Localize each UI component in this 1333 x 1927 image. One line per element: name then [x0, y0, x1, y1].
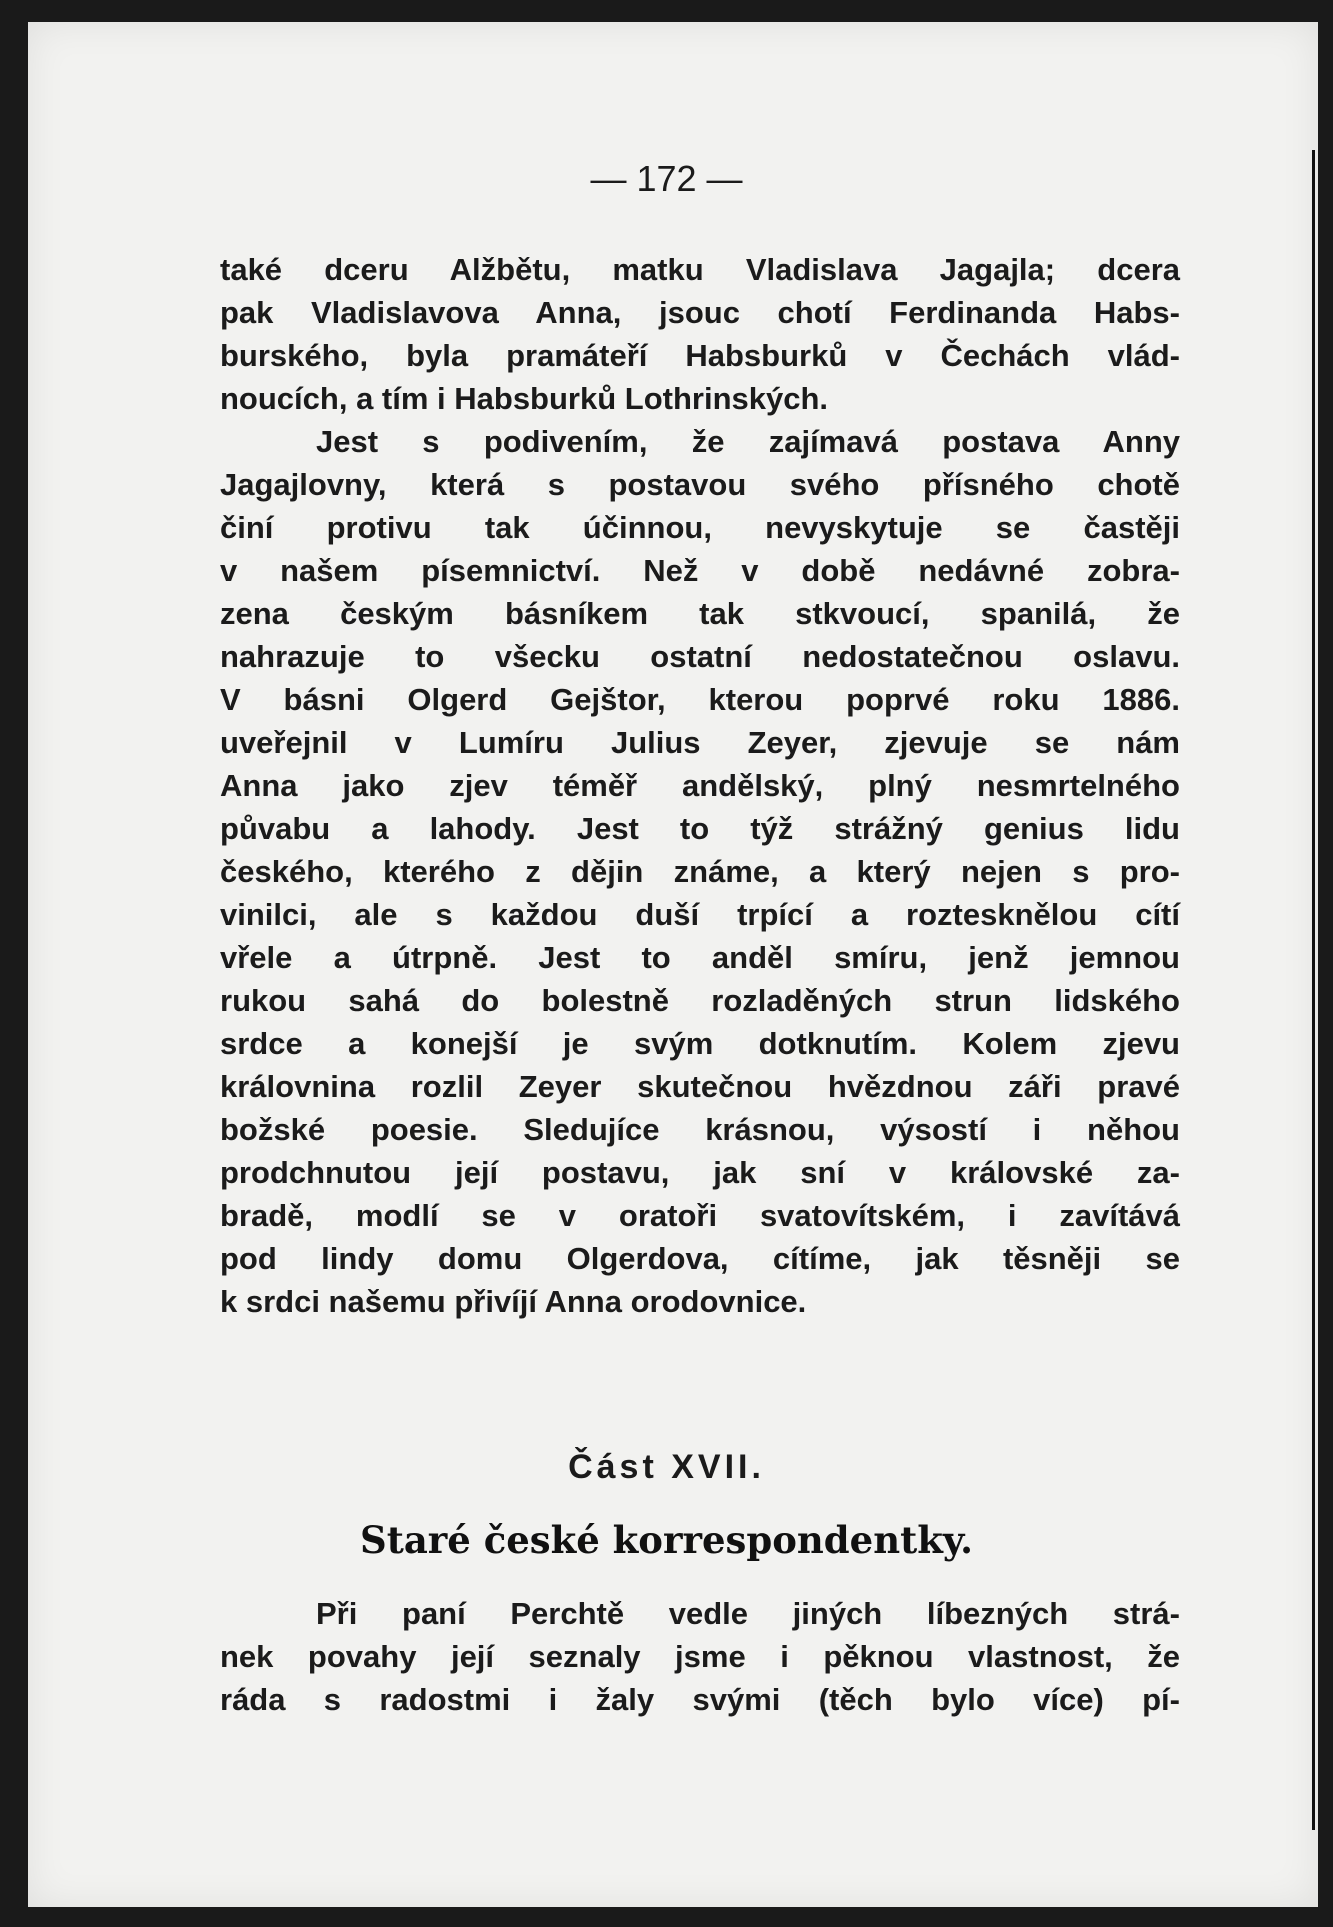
- text-line: noucích, a tím i Habsburků Lothrinských.: [220, 381, 829, 416]
- text-line: vřele a útrpně. Jest to anděl smíru, jenž jemnou: [220, 940, 1180, 975]
- text-line: také dceru Alžbětu, matku Vladislava Jagajla; dcera: [220, 252, 1180, 287]
- text-line: vinilci, ale s každou duší trpící a roztesknělou cítí: [220, 897, 1180, 932]
- text-line: V básni Olgerd Gejštor, kterou poprvé roku 1886.: [220, 682, 1180, 717]
- page-number: — 172 —: [590, 158, 743, 199]
- text-line: Jagajlovny, která s postavou svého přísného chotě: [220, 467, 1180, 502]
- text-line: zena českým básníkem tak stkvoucí, spanilá, že: [220, 596, 1180, 631]
- text-line: uveřejnil v Lumíru Julius Zeyer, zjevuje se nám: [220, 725, 1180, 760]
- text-line: Při paní Perchtě vedle jiných líbezných strá-: [316, 1596, 1180, 1631]
- text-line: burského, byla pramáteří Habsburků v Čechách vlád-: [220, 338, 1180, 373]
- text-line: Anna jako zjev téměř andělský, plný nesmrtelného: [220, 768, 1180, 803]
- text-line: činí protivu tak účinnou, nevyskytuje se častěji: [220, 510, 1180, 545]
- text-line: ráda s radostmi i žaly svými (těch bylo více) pí-: [220, 1682, 1180, 1717]
- text-line: k srdci našemu přivíjí Anna orodovnice.: [220, 1284, 807, 1319]
- paragraph-3: [220, 1592, 1180, 1721]
- text-line: rukou sahá do bolestně rozladěných strun lidského: [220, 983, 1180, 1018]
- text-line: nahrazuje to všecku ostatní nedostatečnou oslavu.: [220, 639, 1180, 674]
- text-line: Jest s podivením, že zajímavá postava Anny: [316, 424, 1180, 459]
- text-line: prodchnutou její postavu, jak sní v královské za-: [220, 1155, 1180, 1190]
- text-line: královnina rozlil Zeyer skutečnou hvězdnou záři pravé: [220, 1069, 1180, 1104]
- text-line: nek povahy její seznaly jsme i pěknou vlastnost, že: [220, 1639, 1180, 1674]
- page-edge: [1312, 150, 1315, 1830]
- text-line: božské poesie. Sledujíce krásnou, výsostí i něhou: [220, 1112, 1180, 1147]
- text-line: českého, kterého z dějin známe, a který nejen s pro-: [220, 854, 1180, 889]
- text-line: pod lindy domu Olgerdova, cítíme, jak těsněji se: [220, 1241, 1180, 1276]
- section-title: Staré české korrespondentky.: [360, 1518, 973, 1562]
- part-heading: Část XVII.: [568, 1448, 765, 1486]
- text-line: půvabu a lahody. Jest to týž strážný genius lidu: [220, 811, 1180, 846]
- text-line: v našem písemnictví. Než v době nedávné zobra-: [220, 553, 1180, 588]
- paragraph-1: [220, 248, 1180, 420]
- text-line: bradě, modlí se v oratoři svatovítském, i zavítává: [220, 1198, 1180, 1233]
- text-line: srdce a konejší je svým dotknutím. Kolem zjevu: [220, 1026, 1180, 1061]
- paragraph-2: [220, 420, 1180, 1323]
- text-line: pak Vladislavova Anna, jsouc chotí Ferdinanda Habs-: [220, 295, 1180, 330]
